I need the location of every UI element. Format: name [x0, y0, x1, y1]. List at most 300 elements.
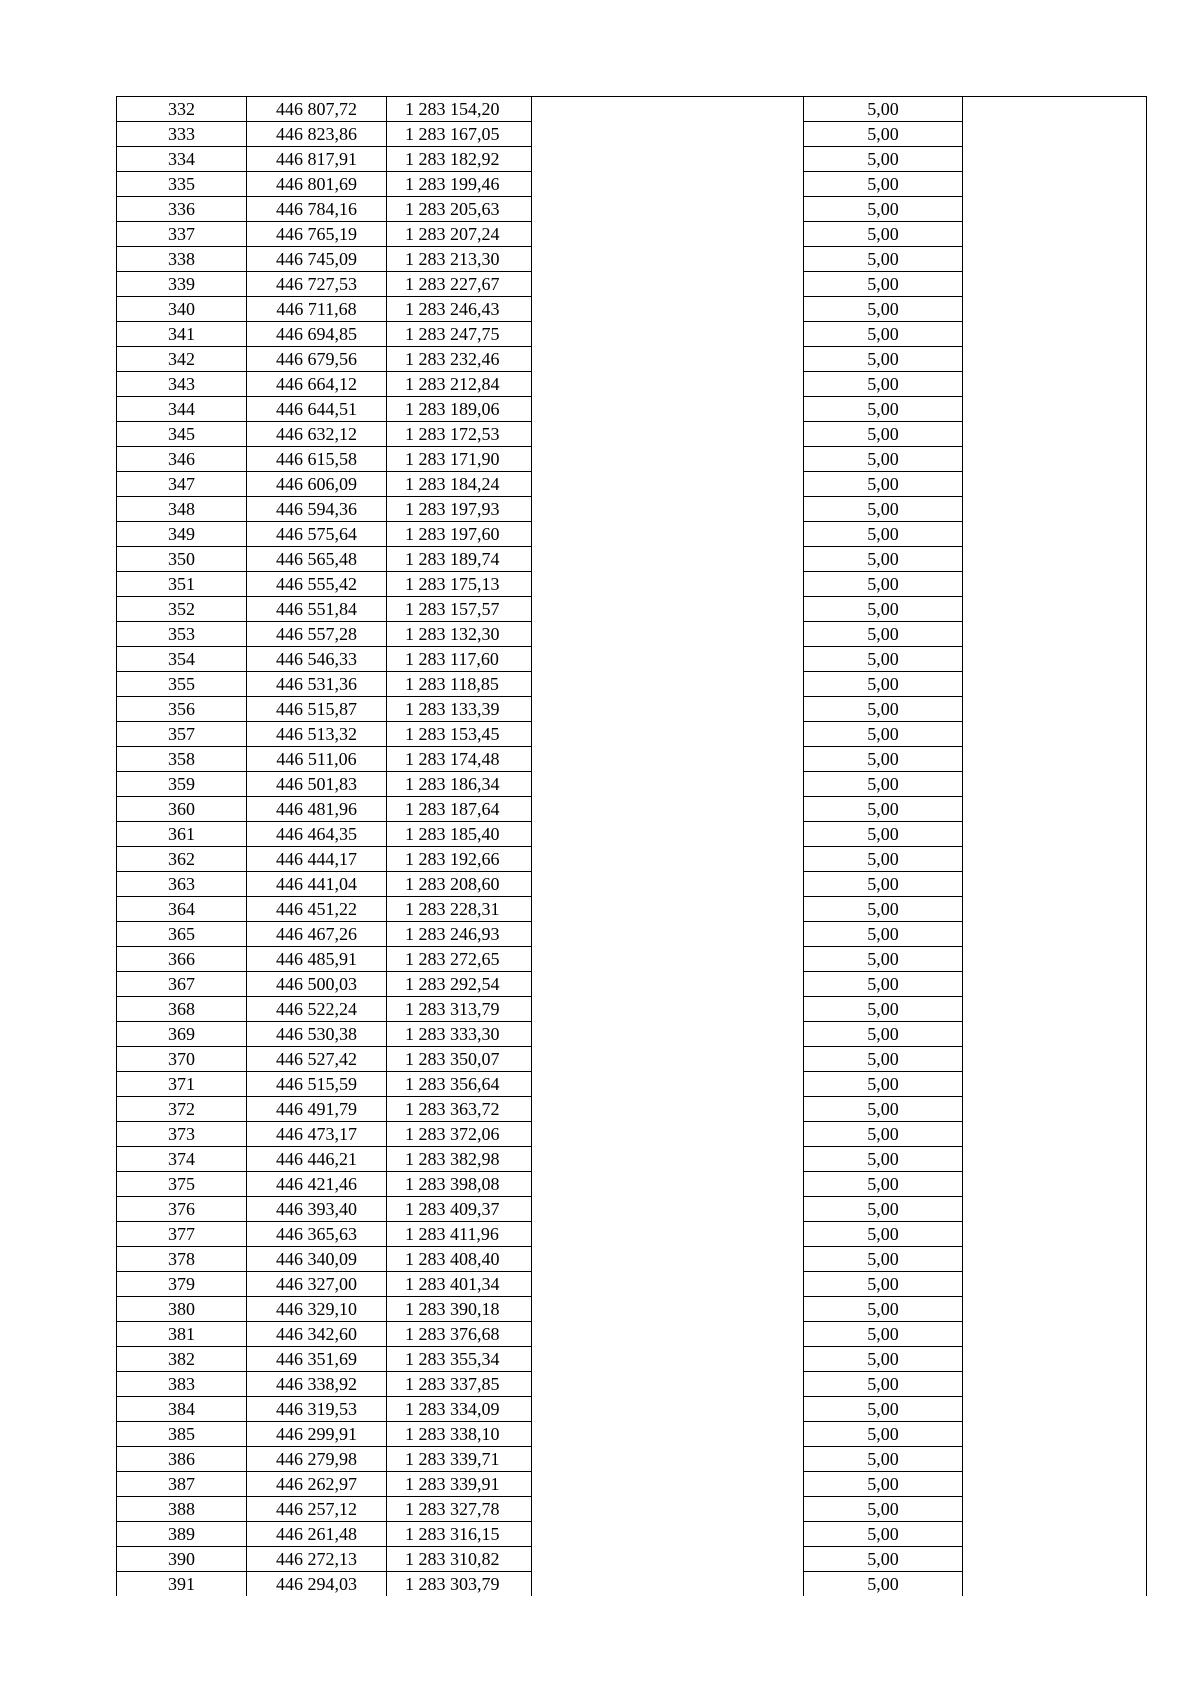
x-coordinate-cell: 446 551,84: [247, 597, 387, 622]
empty-cell: [532, 972, 804, 997]
table-row: [117, 1372, 1147, 1397]
table-row: [117, 422, 1147, 447]
accuracy-cell: 5,00: [804, 122, 963, 147]
x-coordinate-cell: 446 319,53: [247, 1397, 387, 1422]
point-number-cell: 346: [117, 447, 247, 472]
point-number-cell: 389: [117, 1522, 247, 1547]
empty-cell: [963, 797, 1147, 822]
point-number-cell: 344: [117, 397, 247, 422]
empty-cell: [532, 247, 804, 272]
x-coordinate-cell: 446 531,36: [247, 672, 387, 697]
point-number-cell: 379: [117, 1272, 247, 1297]
x-coordinate-cell: 446 615,58: [247, 447, 387, 472]
table-row: [117, 1447, 1147, 1472]
table-row: [117, 472, 1147, 497]
accuracy-cell: 5,00: [804, 722, 963, 747]
empty-cell: [532, 397, 804, 422]
table-row: [117, 247, 1147, 272]
y-coordinate-cell: 1 283 167,05: [387, 122, 532, 147]
empty-cell: [963, 1447, 1147, 1472]
y-coordinate-cell: 1 283 192,66: [387, 847, 532, 872]
point-number-cell: 332: [117, 97, 247, 122]
empty-cell: [963, 447, 1147, 472]
x-coordinate-cell: 446 522,24: [247, 997, 387, 1022]
empty-cell: [963, 372, 1147, 397]
y-coordinate-cell: 1 283 398,08: [387, 1172, 532, 1197]
point-number-cell: 384: [117, 1397, 247, 1422]
accuracy-cell: 5,00: [804, 1472, 963, 1497]
point-number-cell: 382: [117, 1347, 247, 1372]
accuracy-cell: 5,00: [804, 472, 963, 497]
empty-cell: [532, 797, 804, 822]
empty-cell: [963, 322, 1147, 347]
table-row: [117, 1397, 1147, 1422]
empty-cell: [532, 197, 804, 222]
accuracy-cell: 5,00: [804, 1072, 963, 1097]
x-coordinate-cell: 446 329,10: [247, 1297, 387, 1322]
y-coordinate-cell: 1 283 247,75: [387, 322, 532, 347]
point-number-cell: 380: [117, 1297, 247, 1322]
empty-cell: [532, 997, 804, 1022]
x-coordinate-cell: 446 515,87: [247, 697, 387, 722]
y-coordinate-cell: 1 283 339,91: [387, 1472, 532, 1497]
empty-cell: [963, 222, 1147, 247]
accuracy-cell: 5,00: [804, 1172, 963, 1197]
accuracy-cell: 5,00: [804, 797, 963, 822]
x-coordinate-cell: 446 365,63: [247, 1222, 387, 1247]
point-number-cell: 352: [117, 597, 247, 622]
point-number-cell: 359: [117, 772, 247, 797]
point-number-cell: 375: [117, 1172, 247, 1197]
x-coordinate-cell: 446 546,33: [247, 647, 387, 672]
empty-cell: [532, 947, 804, 972]
x-coordinate-cell: 446 351,69: [247, 1347, 387, 1372]
point-number-cell: 374: [117, 1147, 247, 1172]
empty-cell: [963, 1197, 1147, 1222]
point-number-cell: 388: [117, 1497, 247, 1522]
empty-cell: [963, 1172, 1147, 1197]
empty-cell: [532, 372, 804, 397]
accuracy-cell: 5,00: [804, 972, 963, 997]
y-coordinate-cell: 1 283 313,79: [387, 997, 532, 1022]
accuracy-cell: 5,00: [804, 397, 963, 422]
y-coordinate-cell: 1 283 185,40: [387, 822, 532, 847]
empty-cell: [963, 1122, 1147, 1147]
point-number-cell: 342: [117, 347, 247, 372]
empty-cell: [532, 622, 804, 647]
accuracy-cell: 5,00: [804, 1397, 963, 1422]
x-coordinate-cell: 446 511,06: [247, 747, 387, 772]
x-coordinate-cell: 446 294,03: [247, 1572, 387, 1597]
empty-cell: [963, 847, 1147, 872]
table-body: [117, 97, 1147, 1597]
accuracy-cell: 5,00: [804, 1197, 963, 1222]
empty-cell: [532, 147, 804, 172]
point-number-cell: 356: [117, 697, 247, 722]
empty-cell: [963, 822, 1147, 847]
x-coordinate-cell: 446 513,32: [247, 722, 387, 747]
y-coordinate-cell: 1 283 213,30: [387, 247, 532, 272]
y-coordinate-cell: 1 283 310,82: [387, 1547, 532, 1572]
x-coordinate-cell: 446 393,40: [247, 1197, 387, 1222]
empty-cell: [963, 172, 1147, 197]
x-coordinate-cell: 446 467,26: [247, 922, 387, 947]
point-number-cell: 353: [117, 622, 247, 647]
table-row: [117, 847, 1147, 872]
x-coordinate-cell: 446 262,97: [247, 1472, 387, 1497]
empty-cell: [532, 272, 804, 297]
point-number-cell: 350: [117, 547, 247, 572]
x-coordinate-cell: 446 632,12: [247, 422, 387, 447]
y-coordinate-cell: 1 283 356,64: [387, 1072, 532, 1097]
accuracy-cell: 5,00: [804, 1322, 963, 1347]
table-row: [117, 1572, 1147, 1597]
accuracy-cell: 5,00: [804, 97, 963, 122]
accuracy-cell: 5,00: [804, 697, 963, 722]
point-number-cell: 339: [117, 272, 247, 297]
accuracy-cell: 5,00: [804, 1047, 963, 1072]
y-coordinate-cell: 1 283 292,54: [387, 972, 532, 997]
accuracy-cell: 5,00: [804, 1097, 963, 1122]
empty-cell: [963, 497, 1147, 522]
y-coordinate-cell: 1 283 187,64: [387, 797, 532, 822]
empty-cell: [963, 597, 1147, 622]
empty-cell: [963, 747, 1147, 772]
accuracy-cell: 5,00: [804, 1272, 963, 1297]
y-coordinate-cell: 1 283 337,85: [387, 1372, 532, 1397]
y-coordinate-cell: 1 283 172,53: [387, 422, 532, 447]
empty-cell: [963, 1147, 1147, 1172]
x-coordinate-cell: 446 555,42: [247, 572, 387, 597]
table-row: [117, 1047, 1147, 1072]
empty-cell: [532, 1497, 804, 1522]
table-row: [117, 122, 1147, 147]
empty-cell: [532, 1022, 804, 1047]
accuracy-cell: 5,00: [804, 547, 963, 572]
point-number-cell: 337: [117, 222, 247, 247]
empty-cell: [963, 772, 1147, 797]
x-coordinate-cell: 446 485,91: [247, 947, 387, 972]
empty-cell: [532, 547, 804, 572]
empty-cell: [963, 1222, 1147, 1247]
table-row: [117, 1422, 1147, 1447]
empty-cell: [532, 122, 804, 147]
point-number-cell: 369: [117, 1022, 247, 1047]
y-coordinate-cell: 1 283 227,67: [387, 272, 532, 297]
y-coordinate-cell: 1 283 246,93: [387, 922, 532, 947]
empty-cell: [963, 97, 1147, 122]
table-row: [117, 797, 1147, 822]
empty-cell: [963, 1397, 1147, 1422]
point-number-cell: 386: [117, 1447, 247, 1472]
empty-cell: [963, 1422, 1147, 1447]
table-row: [117, 197, 1147, 222]
y-coordinate-cell: 1 283 363,72: [387, 1097, 532, 1122]
table-row: [117, 697, 1147, 722]
point-number-cell: 340: [117, 297, 247, 322]
table-row: [117, 397, 1147, 422]
accuracy-cell: 5,00: [804, 572, 963, 597]
table-row: [117, 147, 1147, 172]
y-coordinate-cell: 1 283 411,96: [387, 1222, 532, 1247]
table-row: [117, 347, 1147, 372]
y-coordinate-cell: 1 283 246,43: [387, 297, 532, 322]
empty-cell: [963, 1547, 1147, 1572]
point-number-cell: 347: [117, 472, 247, 497]
x-coordinate-cell: 446 784,16: [247, 197, 387, 222]
table-row: [117, 172, 1147, 197]
empty-cell: [532, 1372, 804, 1397]
x-coordinate-cell: 446 327,00: [247, 1272, 387, 1297]
y-coordinate-cell: 1 283 157,57: [387, 597, 532, 622]
coordinates-table: [116, 96, 1147, 1596]
empty-cell: [532, 422, 804, 447]
empty-cell: [963, 1322, 1147, 1347]
accuracy-cell: 5,00: [804, 447, 963, 472]
x-coordinate-cell: 446 745,09: [247, 247, 387, 272]
accuracy-cell: 5,00: [804, 322, 963, 347]
y-coordinate-cell: 1 283 186,34: [387, 772, 532, 797]
x-coordinate-cell: 446 679,56: [247, 347, 387, 372]
x-coordinate-cell: 446 817,91: [247, 147, 387, 172]
accuracy-cell: 5,00: [804, 272, 963, 297]
accuracy-cell: 5,00: [804, 947, 963, 972]
y-coordinate-cell: 1 283 401,34: [387, 1272, 532, 1297]
accuracy-cell: 5,00: [804, 422, 963, 447]
x-coordinate-cell: 446 340,09: [247, 1247, 387, 1272]
table-row: [117, 997, 1147, 1022]
point-number-cell: 370: [117, 1047, 247, 1072]
table-row: [117, 897, 1147, 922]
y-coordinate-cell: 1 283 207,24: [387, 222, 532, 247]
empty-cell: [532, 1322, 804, 1347]
empty-cell: [532, 697, 804, 722]
table-row: [117, 822, 1147, 847]
empty-cell: [532, 522, 804, 547]
x-coordinate-cell: 446 257,12: [247, 1497, 387, 1522]
y-coordinate-cell: 1 283 339,71: [387, 1447, 532, 1472]
y-coordinate-cell: 1 283 303,79: [387, 1572, 532, 1597]
x-coordinate-cell: 446 338,92: [247, 1372, 387, 1397]
point-number-cell: 335: [117, 172, 247, 197]
y-coordinate-cell: 1 283 189,06: [387, 397, 532, 422]
accuracy-cell: 5,00: [804, 997, 963, 1022]
empty-cell: [963, 897, 1147, 922]
y-coordinate-cell: 1 283 316,15: [387, 1522, 532, 1547]
x-coordinate-cell: 446 444,17: [247, 847, 387, 872]
point-number-cell: 334: [117, 147, 247, 172]
x-coordinate-cell: 446 765,19: [247, 222, 387, 247]
point-number-cell: 343: [117, 372, 247, 397]
table-row: [117, 672, 1147, 697]
empty-cell: [532, 1047, 804, 1072]
accuracy-cell: 5,00: [804, 1122, 963, 1147]
y-coordinate-cell: 1 283 132,30: [387, 622, 532, 647]
table-row: [117, 922, 1147, 947]
empty-cell: [532, 747, 804, 772]
x-coordinate-cell: 446 727,53: [247, 272, 387, 297]
table-row: [117, 1547, 1147, 1572]
empty-cell: [963, 1097, 1147, 1122]
empty-cell: [532, 1397, 804, 1422]
table-row: [117, 1297, 1147, 1322]
empty-cell: [963, 1472, 1147, 1497]
point-number-cell: 348: [117, 497, 247, 522]
point-number-cell: 373: [117, 1122, 247, 1147]
y-coordinate-cell: 1 283 333,30: [387, 1022, 532, 1047]
accuracy-cell: 5,00: [804, 197, 963, 222]
empty-cell: [532, 872, 804, 897]
empty-cell: [532, 772, 804, 797]
table-row: [117, 1222, 1147, 1247]
empty-cell: [963, 947, 1147, 972]
table-row: [117, 497, 1147, 522]
empty-cell: [532, 597, 804, 622]
point-number-cell: 341: [117, 322, 247, 347]
accuracy-cell: 5,00: [804, 747, 963, 772]
table-row: [117, 1347, 1147, 1372]
accuracy-cell: 5,00: [804, 522, 963, 547]
empty-cell: [963, 1022, 1147, 1047]
x-coordinate-cell: 446 801,69: [247, 172, 387, 197]
point-number-cell: 387: [117, 1472, 247, 1497]
accuracy-cell: 5,00: [804, 1547, 963, 1572]
empty-cell: [963, 547, 1147, 572]
empty-cell: [532, 1572, 804, 1597]
accuracy-cell: 5,00: [804, 372, 963, 397]
point-number-cell: 363: [117, 872, 247, 897]
empty-cell: [963, 697, 1147, 722]
point-number-cell: 355: [117, 672, 247, 697]
accuracy-cell: 5,00: [804, 647, 963, 672]
accuracy-cell: 5,00: [804, 1497, 963, 1522]
y-coordinate-cell: 1 283 355,34: [387, 1347, 532, 1372]
table-row: [117, 747, 1147, 772]
table-row: [117, 597, 1147, 622]
x-coordinate-cell: 446 272,13: [247, 1547, 387, 1572]
point-number-cell: 360: [117, 797, 247, 822]
table-row: [117, 1172, 1147, 1197]
point-number-cell: 367: [117, 972, 247, 997]
x-coordinate-cell: 446 664,12: [247, 372, 387, 397]
table-row: [117, 1322, 1147, 1347]
x-coordinate-cell: 446 446,21: [247, 1147, 387, 1172]
y-coordinate-cell: 1 283 182,92: [387, 147, 532, 172]
empty-cell: [963, 272, 1147, 297]
x-coordinate-cell: 446 594,36: [247, 497, 387, 522]
empty-cell: [532, 447, 804, 472]
empty-cell: [963, 522, 1147, 547]
empty-cell: [963, 472, 1147, 497]
empty-cell: [532, 1547, 804, 1572]
table-row: [117, 1122, 1147, 1147]
empty-cell: [532, 222, 804, 247]
point-number-cell: 333: [117, 122, 247, 147]
empty-cell: [963, 672, 1147, 697]
y-coordinate-cell: 1 283 376,68: [387, 1322, 532, 1347]
empty-cell: [532, 1172, 804, 1197]
point-number-cell: 357: [117, 722, 247, 747]
accuracy-cell: 5,00: [804, 297, 963, 322]
x-coordinate-cell: 446 473,17: [247, 1122, 387, 1147]
accuracy-cell: 5,00: [804, 772, 963, 797]
x-coordinate-cell: 446 575,64: [247, 522, 387, 547]
accuracy-cell: 5,00: [804, 822, 963, 847]
accuracy-cell: 5,00: [804, 1372, 963, 1397]
x-coordinate-cell: 446 606,09: [247, 472, 387, 497]
empty-cell: [532, 922, 804, 947]
y-coordinate-cell: 1 283 212,84: [387, 372, 532, 397]
x-coordinate-cell: 446 481,96: [247, 797, 387, 822]
point-number-cell: 372: [117, 1097, 247, 1122]
accuracy-cell: 5,00: [804, 1222, 963, 1247]
x-coordinate-cell: 446 342,60: [247, 1322, 387, 1347]
empty-cell: [532, 97, 804, 122]
empty-cell: [532, 847, 804, 872]
y-coordinate-cell: 1 283 197,93: [387, 497, 532, 522]
empty-cell: [532, 647, 804, 672]
point-number-cell: 362: [117, 847, 247, 872]
accuracy-cell: 5,00: [804, 1022, 963, 1047]
empty-cell: [963, 972, 1147, 997]
empty-cell: [963, 1497, 1147, 1522]
table-row: [117, 1497, 1147, 1522]
x-coordinate-cell: 446 501,83: [247, 772, 387, 797]
accuracy-cell: 5,00: [804, 1572, 963, 1597]
empty-cell: [963, 647, 1147, 672]
point-number-cell: 364: [117, 897, 247, 922]
table-row: [117, 1097, 1147, 1122]
accuracy-cell: 5,00: [804, 222, 963, 247]
empty-cell: [963, 1047, 1147, 1072]
y-coordinate-cell: 1 283 408,40: [387, 1247, 532, 1272]
table-row: [117, 522, 1147, 547]
point-number-cell: 371: [117, 1072, 247, 1097]
x-coordinate-cell: 446 711,68: [247, 297, 387, 322]
empty-cell: [532, 572, 804, 597]
accuracy-cell: 5,00: [804, 897, 963, 922]
x-coordinate-cell: 446 644,51: [247, 397, 387, 422]
x-coordinate-cell: 446 451,22: [247, 897, 387, 922]
point-number-cell: 378: [117, 1247, 247, 1272]
empty-cell: [963, 622, 1147, 647]
empty-cell: [963, 997, 1147, 1022]
point-number-cell: 368: [117, 997, 247, 1022]
table-row: [117, 622, 1147, 647]
y-coordinate-cell: 1 283 228,31: [387, 897, 532, 922]
x-coordinate-cell: 446 441,04: [247, 872, 387, 897]
table-row: [117, 872, 1147, 897]
x-coordinate-cell: 446 421,46: [247, 1172, 387, 1197]
table-row: [117, 772, 1147, 797]
empty-cell: [532, 1072, 804, 1097]
table-row: [117, 447, 1147, 472]
empty-cell: [963, 722, 1147, 747]
empty-cell: [532, 1222, 804, 1247]
y-coordinate-cell: 1 283 153,45: [387, 722, 532, 747]
y-coordinate-cell: 1 283 154,20: [387, 97, 532, 122]
point-number-cell: 336: [117, 197, 247, 222]
empty-cell: [963, 1347, 1147, 1372]
empty-cell: [532, 497, 804, 522]
table-row: [117, 297, 1147, 322]
empty-cell: [963, 397, 1147, 422]
empty-cell: [963, 922, 1147, 947]
y-coordinate-cell: 1 283 338,10: [387, 1422, 532, 1447]
x-coordinate-cell: 446 557,28: [247, 622, 387, 647]
point-number-cell: 383: [117, 1372, 247, 1397]
x-coordinate-cell: 446 299,91: [247, 1422, 387, 1447]
